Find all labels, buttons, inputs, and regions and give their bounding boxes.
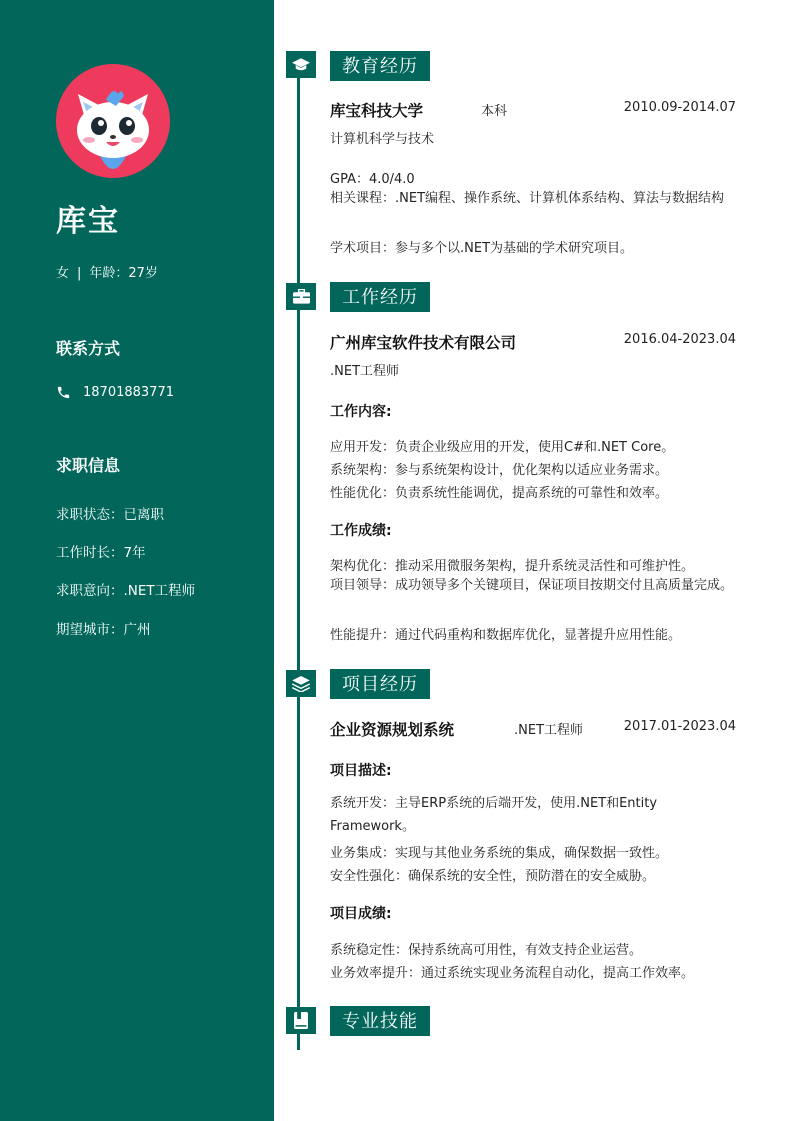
project-title: 项目经历 (330, 669, 430, 699)
phone-number[interactable]: 18701883771 (83, 385, 174, 400)
candidate-name: 库宝 (56, 204, 120, 239)
separator: | (77, 266, 82, 281)
work-period: 2016.04-2023.04 (623, 332, 736, 347)
contact-heading: 联系方式 (56, 339, 121, 358)
sidebar (0, 0, 274, 1121)
gender: 女 (56, 266, 70, 281)
phone-icon (56, 385, 71, 400)
basic-info (56, 262, 158, 281)
academic-projects: 学术项目：参与多个以.NET为基础的学术研究项目。 (330, 241, 634, 256)
work-content-heading: 工作内容: (330, 404, 392, 420)
work-result-item: 项目领导：成功领导多个关键项目，保证项目按期交付且高质量完成。 (330, 578, 734, 593)
work-content-item: 应用开发：负责企业级应用的开发，使用C#和.NET Core。 (330, 440, 675, 455)
work-content-item: 系统架构：参与系统架构设计，优化架构以适应业务需求。 (330, 463, 669, 478)
courses: 相关课程：.NET编程、操作系统、计算机体系结构、算法与数据结构 (330, 191, 725, 206)
project-period: 2017.01-2023.04 (623, 719, 736, 734)
project-result-item: 业务效率提升：通过系统实现业务流程自动化，提高工作效率。 (330, 966, 695, 981)
major: 计算机科学与技术 (330, 132, 435, 147)
book-icon (294, 1012, 308, 1029)
skills-title: 专业技能 (330, 1006, 430, 1036)
company-name: 广州库宝软件技术有限公司 (330, 334, 517, 352)
job-status: 求职状态：已离职 (56, 507, 164, 523)
work-content-item: 性能优化：负责系统性能调优，提高系统的可靠性和效率。 (330, 486, 669, 501)
job-heading: 求职信息 (56, 456, 121, 475)
phone-row (56, 385, 174, 400)
project-name: 企业资源规划系统 (330, 721, 455, 739)
skills-icon-box (286, 1007, 316, 1034)
education-icon-box (286, 51, 316, 78)
desired-city: 期望城市：广州 (56, 622, 151, 638)
avatar (56, 64, 170, 178)
cat-mascot-icon (56, 64, 170, 178)
project-desc-item: 安全性强化：确保系统的安全性，预防潜在的安全威胁。 (330, 869, 656, 884)
education-title: 教育经历 (330, 51, 430, 81)
work-icon-box (286, 283, 316, 310)
work-years: 工作时长：7年 (56, 545, 146, 561)
degree: 本科 (481, 104, 508, 119)
project-result-item: 系统稳定性：保持系统高可用性，有效支持企业运营。 (330, 943, 643, 958)
project-desc-item: 系统开发：主导ERP系统的后端开发，使用.NET和Entity Framework。 (330, 796, 658, 834)
graduation-cap-icon (292, 58, 310, 72)
job-intention: 求职意向：.NET工程师 (56, 583, 196, 599)
project-desc-item: 业务集成：实现与其他业务系统的集成，确保数据一致性。 (330, 846, 669, 861)
timeline-line (297, 52, 300, 1050)
work-result-item: 架构优化：推动采用微服务架构，提升系统灵活性和可维护性。 (330, 559, 695, 574)
school-name: 库宝科技大学 (330, 102, 424, 120)
work-role: .NET工程师 (330, 364, 400, 379)
age: 年龄：27岁 (89, 266, 158, 281)
project-results-heading: 项目成绩: (330, 906, 392, 922)
project-role: .NET工程师 (514, 723, 584, 738)
work-result-item: 性能提升：通过代码重构和数据库优化，显著提升应用性能。 (330, 628, 682, 643)
work-title: 工作经历 (330, 282, 430, 312)
education-period: 2010.09-2014.07 (623, 100, 736, 115)
layers-icon (292, 676, 310, 692)
work-results-heading: 工作成绩: (330, 523, 392, 539)
briefcase-icon (293, 289, 310, 304)
project-icon-box (286, 670, 316, 697)
gpa: GPA：4.0/4.0 (330, 172, 415, 187)
project-desc-heading: 项目描述: (330, 763, 392, 779)
